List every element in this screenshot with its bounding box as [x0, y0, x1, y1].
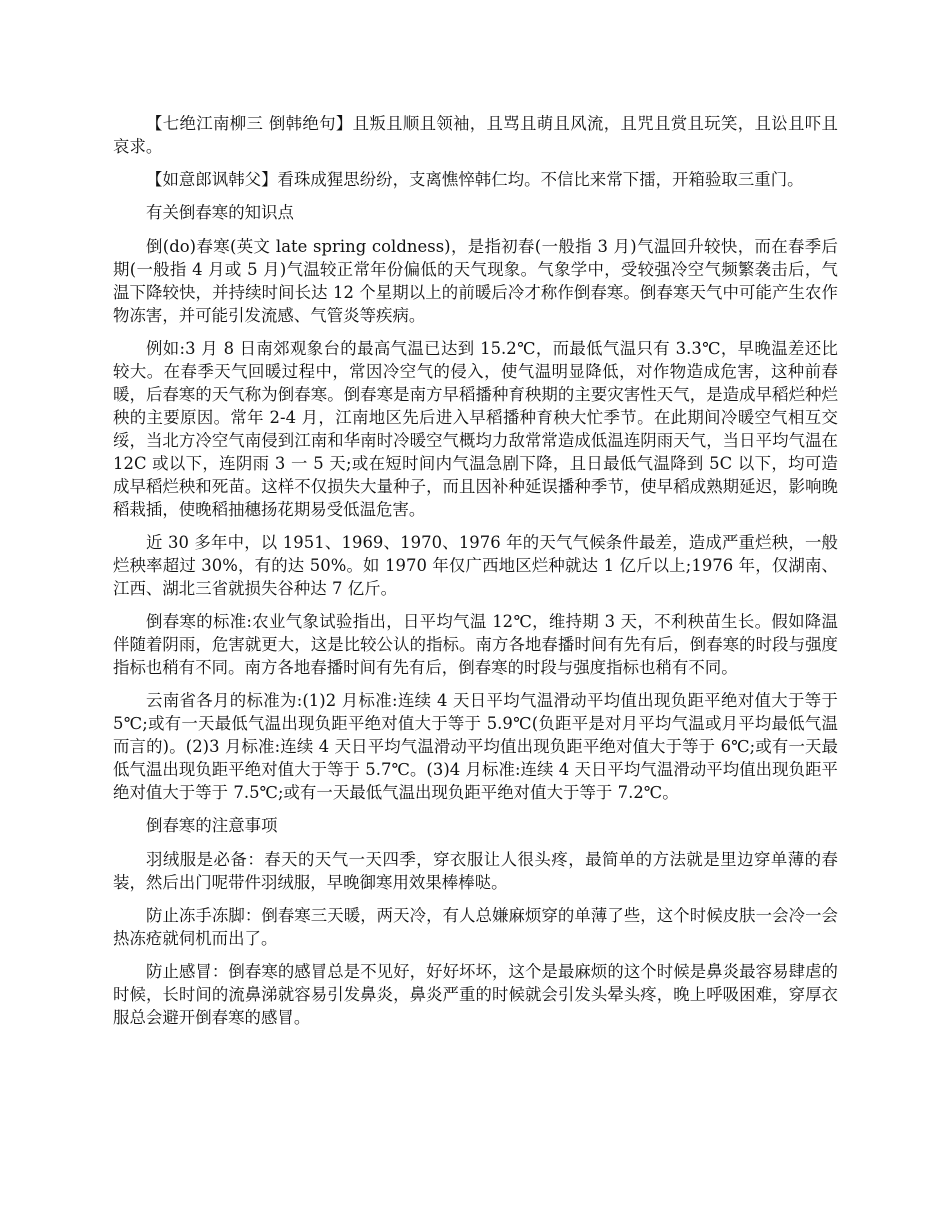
- poem-paragraph-1: 【七绝江南柳三 倒韩绝句】且叛且顺且领袖，且骂且萌且风流，且咒且赏且玩笑，且讼且吓且哀求。: [113, 114, 838, 156]
- standard-paragraph: 倒春寒的标准:农业气象试验指出，日平均气温 12℃，维持期 3 天，不利秧苗生长。假如降温伴随着阴雨，危害就更大，这是比较公认的指标。南方各地春播时间有先有后，倒春寒的时段与强度指标也稍有不同。南方各地春播时间有先有后，倒春寒的时段与强度指标也稍有不同。: [113, 612, 838, 677]
- definition-paragraph: 倒(do)春寒(英文 late spring coldness)，是指初春(一般指 3 月)气温回升较快，而在春季后期(一般指 4 月或 5 月)气温较正常年份偏低的天气现象。气象学中，受较强冷空气频繁袭击后，气温下降较快，并持续时间长达 12 个星期以上的前暖后冷才称作倒春寒。倒春寒天气中可能产生农作物冻害，并可能引发流感、气管炎等疾病。: [113, 237, 838, 325]
- precaution-cold: 防止感冒：倒春寒的感冒总是不见好，好好坏坏，这个是最麻烦的这个时候是鼻炎最容易肆虐的时候，长时间的流鼻涕就容易引发鼻炎，鼻炎严重的时候就会引发头晕头疼，晚上呼吸困难，穿厚衣服总会避开倒春寒的感冒。: [113, 962, 838, 1027]
- precaution-down-jacket: 羽绒服是必备：春天的天气一天四季，穿衣服让人很头疼，最简单的方法就是里边穿单薄的春装，然后出门呢带件羽绒服，早晚御寒用效果棒棒哒。: [113, 850, 838, 892]
- history-paragraph: 近 30 多年中，以 1951、1969、1970、1976 年的天气气候条件最差，造成严重烂秧，一般烂秧率超过 30%，有的达 50%。如 1970 年仅广西地区烂种就达 1 亿斤以上;1976 年，仅湖南、江西、湖北三省就损失谷种达 7 亿斤。: [113, 533, 838, 598]
- yunnan-standard-paragraph: 云南省各月的标准为:(1)2 月标准:连续 4 天日平均气温滑动平均值出现负距平绝对值大于等于 5℃;或有一天最低气温出现负距平绝对值大于等于 5.9℃(负距平是对月平均气温或月平均最低气温而言的)。(2)3 月标准:连续 4 天日平均气温滑动平均值出现负距平绝对值大于等于 6℃;或有一天最低气温出现负距平绝对值大于等于 5.7℃。(3)4 月标准:连续 4 天日平均气温滑动平均值出现负距平绝对值大于等于 7.5℃;或有一天最低气温出现负距平绝对值大于等于 7.2℃。: [113, 691, 838, 802]
- precaution-frostbite: 防止冻手冻脚：倒春寒三天暖，两天冷，有人总嫌麻烦穿的单薄了些，这个时候皮肤一会冷一会热冻疮就伺机而出了。: [113, 906, 838, 948]
- section-heading-knowledge: 有关倒春寒的知识点: [146, 203, 294, 222]
- document-page: [113, 112, 838, 1039]
- poem-paragraph-2: 【如意郎讽韩父】看珠成猩思纷纷，支离憔悴韩仁均。不信比来常下擂，开箱验取三重门。: [146, 170, 804, 189]
- example-paragraph: 例如:3 月 8 日南郊观象台的最高气温已达到 15.2℃，而最低气温只有 3.3℃，早晚温差还比较大。在春季天气回暖过程中，常因冷空气的侵入，使气温明显降低，对作物造成危害，这种前春暖，后春寒的天气称为倒春寒。倒春寒是南方早稻播种育秧期的主要灾害性天气，是造成早稻烂种烂秧的主要原因。常年 2-4 月，江南地区先后进入早稻播种育秧大忙季节。在此期间冷暖空气相互交绥，当北方冷空气南侵到江南和华南时冷暖空气概均力敌常常造成低温连阴雨天气，当日平均气温在 12C 或以下，连阴雨 3 一 5 天;或在短时间内气温急剧下降，且日最低气温降到 5C 以下，均可造成早稻烂秧和死苗。这样不仅损失大量种子，而且因补种延误播种季节，使早稻成熟期延迟，影响晚稻栽插，使晚稻抽穗扬花期易受低温危害。: [113, 339, 838, 519]
- section-heading-precautions: 倒春寒的注意事项: [146, 816, 278, 835]
